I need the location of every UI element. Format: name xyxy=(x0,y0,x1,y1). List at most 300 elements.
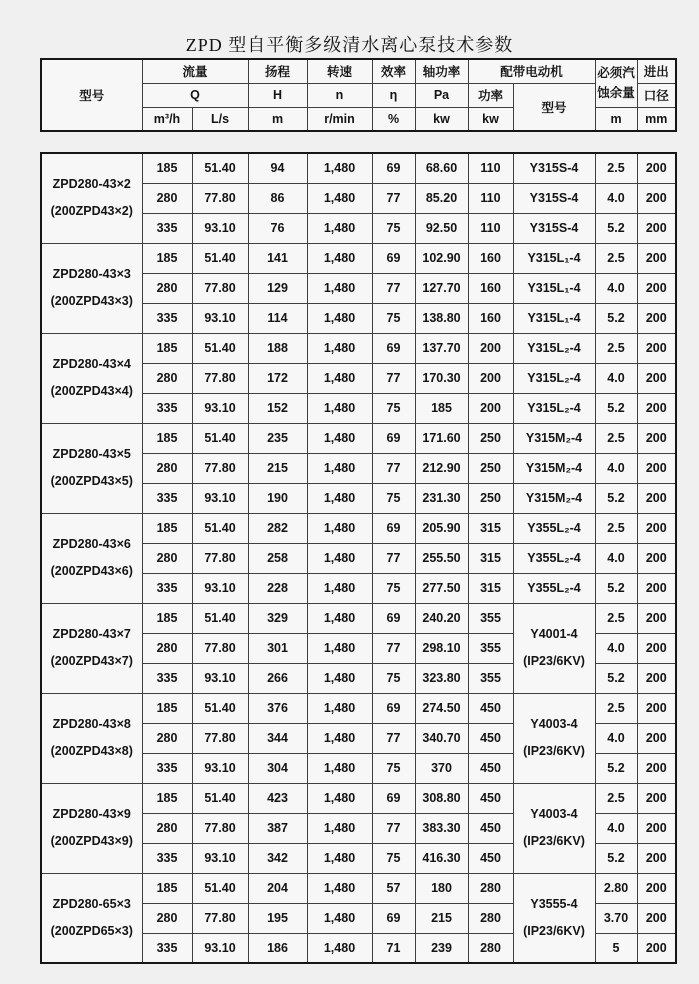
motor-model-cell: Y315L₂-4 xyxy=(513,333,595,363)
dn-cell: 200 xyxy=(637,603,676,633)
efficiency-cell: 69 xyxy=(372,783,415,813)
dn-cell: 200 xyxy=(637,843,676,873)
header-row-1 xyxy=(41,59,676,83)
shaft-power-cell: 212.90 xyxy=(415,453,468,483)
col-header-shaft-power: 轴功率 xyxy=(415,59,468,83)
npsh-cell: 2.80 xyxy=(595,873,637,903)
npsh-cell: 2.5 xyxy=(595,693,637,723)
flow-ls-cell: 93.10 xyxy=(192,213,248,243)
pump-model-cell xyxy=(41,423,142,513)
flow-m3h-cell: 185 xyxy=(142,243,192,273)
efficiency-cell: 77 xyxy=(372,363,415,393)
unit-kw-shaft: kw xyxy=(415,107,468,131)
pump-model-cell xyxy=(41,693,142,783)
efficiency-cell: 75 xyxy=(372,843,415,873)
flow-m3h-cell: 185 xyxy=(142,693,192,723)
spec-table-data xyxy=(40,152,677,964)
shaft-power-cell: 308.80 xyxy=(415,783,468,813)
motor-power-cell: 280 xyxy=(468,903,513,933)
shaft-power-cell: 85.20 xyxy=(415,183,468,213)
col-header-dn-line1: 进出 xyxy=(637,59,676,83)
efficiency-cell: 69 xyxy=(372,333,415,363)
pump-model-name: ZPD280-43×7 xyxy=(52,627,131,641)
flow-m3h-cell: 335 xyxy=(142,663,192,693)
shaft-power-cell: 340.70 xyxy=(415,723,468,753)
flow-ls-cell: 77.80 xyxy=(192,363,248,393)
dn-cell: 200 xyxy=(637,933,676,963)
head-cell: 76 xyxy=(248,213,307,243)
flow-m3h-cell: 280 xyxy=(142,633,192,663)
motor-power-cell: 110 xyxy=(468,183,513,213)
head-cell: 235 xyxy=(248,423,307,453)
efficiency-cell: 75 xyxy=(372,663,415,693)
motor-power-cell: 315 xyxy=(468,543,513,573)
pump-model-name: ZPD280-43×5 xyxy=(52,447,131,461)
flow-m3h-cell: 335 xyxy=(142,303,192,333)
efficiency-cell: 69 xyxy=(372,903,415,933)
motor-power-cell: 450 xyxy=(468,723,513,753)
motor-model-cell: Y315L₂-4 xyxy=(513,393,595,423)
head-cell: 215 xyxy=(248,453,307,483)
efficiency-cell: 75 xyxy=(372,753,415,783)
col-header-motor-power: 功率 xyxy=(468,83,513,107)
efficiency-cell: 77 xyxy=(372,543,415,573)
motor-model-name: Y4001-4 xyxy=(530,627,578,641)
shaft-power-cell: 102.90 xyxy=(415,243,468,273)
pump-model-name: ZPD280-43×2 xyxy=(52,177,131,192)
npsh-cell: 4.0 xyxy=(595,363,637,393)
head-cell: 186 xyxy=(248,933,307,963)
dn-cell: 200 xyxy=(637,213,676,243)
col-header-q: Q xyxy=(142,83,248,107)
speed-cell: 1,480 xyxy=(307,723,372,753)
flow-m3h-cell: 185 xyxy=(142,783,192,813)
col-header-npsh xyxy=(595,59,637,107)
motor-model-cell: Y315M₂-4 xyxy=(513,423,595,453)
motor-power-cell: 280 xyxy=(468,873,513,903)
motor-model-cell: Y355L₂-4 xyxy=(513,513,595,543)
head-cell: 129 xyxy=(248,273,307,303)
flow-m3h-cell: 335 xyxy=(142,213,192,243)
npsh-cell: 5.2 xyxy=(595,573,637,603)
pump-table-body xyxy=(41,153,676,963)
dn-cell: 200 xyxy=(637,243,676,273)
head-cell: 282 xyxy=(248,513,307,543)
speed-cell: 1,480 xyxy=(307,393,372,423)
speed-cell: 1,480 xyxy=(307,303,372,333)
pump-model-cell xyxy=(41,783,142,873)
shaft-power-cell: 92.50 xyxy=(415,213,468,243)
head-cell: 342 xyxy=(248,843,307,873)
col-header-h: H xyxy=(248,83,307,107)
npsh-label-line2: 蚀余量 xyxy=(597,86,635,101)
npsh-cell: 2.5 xyxy=(595,513,637,543)
motor-power-cell: 315 xyxy=(468,573,513,603)
efficiency-cell: 75 xyxy=(372,213,415,243)
flow-ls-cell: 51.40 xyxy=(192,693,248,723)
flow-ls-cell: 93.10 xyxy=(192,573,248,603)
efficiency-cell: 69 xyxy=(372,513,415,543)
shaft-power-cell: 239 xyxy=(415,933,468,963)
speed-cell: 1,480 xyxy=(307,933,372,963)
shaft-power-cell: 255.50 xyxy=(415,543,468,573)
head-cell: 94 xyxy=(248,153,307,183)
flow-m3h-cell: 335 xyxy=(142,393,192,423)
dn-cell: 200 xyxy=(637,453,676,483)
npsh-cell: 5.2 xyxy=(595,303,637,333)
motor-power-cell: 160 xyxy=(468,303,513,333)
motor-power-cell: 355 xyxy=(468,633,513,663)
col-header-eta: η xyxy=(372,83,415,107)
speed-cell: 1,480 xyxy=(307,333,372,363)
motor-protection: (IP23/6KV) xyxy=(523,834,585,848)
motor-model-cell xyxy=(513,693,595,783)
npsh-cell: 5 xyxy=(595,933,637,963)
motor-power-cell: 250 xyxy=(468,423,513,453)
motor-protection: (IP23/6KV) xyxy=(523,654,585,668)
motor-power-cell: 200 xyxy=(468,333,513,363)
motor-power-cell: 355 xyxy=(468,603,513,633)
page-title: ZPD 型自平衡多级清水离心泵技术参数 xyxy=(185,35,514,55)
motor-model-cell: Y315S-4 xyxy=(513,153,595,183)
flow-ls-cell: 77.80 xyxy=(192,633,248,663)
pump-model-alias: (200ZPD43×6) xyxy=(50,564,133,578)
dn-cell: 200 xyxy=(637,813,676,843)
efficiency-cell: 77 xyxy=(372,183,415,213)
speed-cell: 1,480 xyxy=(307,543,372,573)
flow-ls-cell: 93.10 xyxy=(192,933,248,963)
motor-protection: (IP23/6KV) xyxy=(523,744,585,758)
head-cell: 228 xyxy=(248,573,307,603)
dn-cell: 200 xyxy=(637,303,676,333)
shaft-power-cell: 205.90 xyxy=(415,513,468,543)
flow-m3h-cell: 280 xyxy=(142,543,192,573)
flow-m3h-cell: 335 xyxy=(142,753,192,783)
head-cell: 190 xyxy=(248,483,307,513)
table-row xyxy=(41,153,676,183)
flow-ls-cell: 77.80 xyxy=(192,273,248,303)
dn-cell: 200 xyxy=(637,573,676,603)
shaft-power-cell: 298.10 xyxy=(415,633,468,663)
pump-model-cell xyxy=(41,873,142,963)
flow-m3h-cell: 335 xyxy=(142,573,192,603)
dn-cell: 200 xyxy=(637,903,676,933)
pump-model-name: ZPD280-43×8 xyxy=(52,717,131,731)
motor-power-cell: 355 xyxy=(468,663,513,693)
npsh-cell: 2.5 xyxy=(595,423,637,453)
pump-model-alias: (200ZPD43×8) xyxy=(50,744,133,758)
speed-cell: 1,480 xyxy=(307,423,372,453)
shaft-power-cell: 138.80 xyxy=(415,303,468,333)
motor-power-cell: 450 xyxy=(468,813,513,843)
motor-power-cell: 315 xyxy=(468,513,513,543)
motor-power-cell: 200 xyxy=(468,363,513,393)
dn-cell: 200 xyxy=(637,183,676,213)
col-header-n: n xyxy=(307,83,372,107)
speed-cell: 1,480 xyxy=(307,873,372,903)
dn-cell: 200 xyxy=(637,423,676,453)
pump-model-cell xyxy=(41,153,142,243)
speed-cell: 1,480 xyxy=(307,213,372,243)
dn-cell: 200 xyxy=(637,753,676,783)
motor-model-name: Y4003-4 xyxy=(530,717,578,731)
col-header-pa: Pa xyxy=(415,83,468,107)
npsh-cell: 5.2 xyxy=(595,753,637,783)
head-cell: 172 xyxy=(248,363,307,393)
flow-ls-cell: 93.10 xyxy=(192,843,248,873)
motor-power-cell: 160 xyxy=(468,273,513,303)
speed-cell: 1,480 xyxy=(307,633,372,663)
head-cell: 204 xyxy=(248,873,307,903)
col-header-flow: 流量 xyxy=(142,59,248,83)
npsh-cell: 2.5 xyxy=(595,783,637,813)
pump-model-name: ZPD280-43×9 xyxy=(52,807,131,821)
motor-power-cell: 200 xyxy=(468,393,513,423)
shaft-power-cell: 68.60 xyxy=(415,153,468,183)
pump-model-name: ZPD280-65×3 xyxy=(52,896,131,911)
npsh-label-line1: 必须汽 xyxy=(597,66,635,81)
motor-model-cell xyxy=(513,783,595,873)
shaft-power-cell: 170.30 xyxy=(415,363,468,393)
dn-cell: 200 xyxy=(637,663,676,693)
flow-ls-cell: 51.40 xyxy=(192,513,248,543)
motor-model-cell: Y315S-4 xyxy=(513,183,595,213)
motor-power-cell: 450 xyxy=(468,783,513,813)
col-header-speed: 转速 xyxy=(307,59,372,83)
head-cell: 258 xyxy=(248,543,307,573)
flow-m3h-cell: 280 xyxy=(142,273,192,303)
speed-cell: 1,480 xyxy=(307,573,372,603)
efficiency-cell: 77 xyxy=(372,453,415,483)
col-header-dn-line2: 口径 xyxy=(637,83,676,107)
npsh-cell: 3.70 xyxy=(595,903,637,933)
npsh-cell: 4.0 xyxy=(595,633,637,663)
flow-m3h-cell: 280 xyxy=(142,903,192,933)
unit-rmin: r/min xyxy=(307,107,372,131)
dn-cell: 200 xyxy=(637,783,676,813)
unit-mm-dn: mm xyxy=(637,107,676,131)
motor-power-cell: 280 xyxy=(468,933,513,963)
col-header-motor-group: 配带电动机 xyxy=(468,59,595,83)
table-row xyxy=(41,693,676,723)
speed-cell: 1,480 xyxy=(307,483,372,513)
dn-cell: 200 xyxy=(637,153,676,183)
efficiency-cell: 75 xyxy=(372,573,415,603)
motor-model-name: Y3555-4 xyxy=(530,896,578,911)
motor-model-cell xyxy=(513,603,595,693)
motor-model-cell: Y315L₁-4 xyxy=(513,273,595,303)
pump-model-name: ZPD280-43×6 xyxy=(52,537,131,551)
motor-power-cell: 160 xyxy=(468,243,513,273)
pump-model-cell xyxy=(41,603,142,693)
motor-power-cell: 450 xyxy=(468,693,513,723)
table-row xyxy=(41,783,676,813)
head-cell: 195 xyxy=(248,903,307,933)
dn-cell: 200 xyxy=(637,483,676,513)
motor-power-cell: 110 xyxy=(468,153,513,183)
flow-ls-cell: 51.40 xyxy=(192,873,248,903)
motor-power-cell: 250 xyxy=(468,483,513,513)
flow-ls-cell: 93.10 xyxy=(192,393,248,423)
npsh-cell: 4.0 xyxy=(595,453,637,483)
pump-model-cell xyxy=(41,513,142,603)
flow-m3h-cell: 185 xyxy=(142,153,192,183)
unit-m-head: m xyxy=(248,107,307,131)
pump-model-alias: (200ZPD43×4) xyxy=(50,384,133,398)
motor-model-cell: Y315S-4 xyxy=(513,213,595,243)
efficiency-cell: 77 xyxy=(372,633,415,663)
head-cell: 344 xyxy=(248,723,307,753)
npsh-cell: 2.5 xyxy=(595,333,637,363)
shaft-power-cell: 137.70 xyxy=(415,333,468,363)
npsh-cell: 5.2 xyxy=(595,663,637,693)
table-row xyxy=(41,513,676,543)
pump-model-alias: (200ZPD43×9) xyxy=(50,834,133,848)
efficiency-cell: 75 xyxy=(372,393,415,423)
flow-m3h-cell: 185 xyxy=(142,603,192,633)
speed-cell: 1,480 xyxy=(307,903,372,933)
flow-m3h-cell: 335 xyxy=(142,483,192,513)
flow-m3h-cell: 185 xyxy=(142,423,192,453)
shaft-power-cell: 231.30 xyxy=(415,483,468,513)
speed-cell: 1,480 xyxy=(307,273,372,303)
dn-cell: 200 xyxy=(637,633,676,663)
table-row xyxy=(41,603,676,633)
speed-cell: 1,480 xyxy=(307,363,372,393)
motor-model-cell: Y315L₂-4 xyxy=(513,363,595,393)
efficiency-cell: 77 xyxy=(372,813,415,843)
motor-power-cell: 450 xyxy=(468,843,513,873)
head-cell: 266 xyxy=(248,663,307,693)
motor-model-cell xyxy=(513,873,595,963)
pump-model-name: ZPD280-43×4 xyxy=(52,357,131,371)
npsh-cell: 4.0 xyxy=(595,183,637,213)
motor-model-name: Y4003-4 xyxy=(530,807,578,821)
dn-cell: 200 xyxy=(637,333,676,363)
flow-ls-cell: 77.80 xyxy=(192,813,248,843)
motor-power-cell: 450 xyxy=(468,753,513,783)
motor-model-cell: Y355L₂-4 xyxy=(513,543,595,573)
col-header-pump-model: 型号 xyxy=(41,59,142,131)
efficiency-cell: 75 xyxy=(372,483,415,513)
dn-cell: 200 xyxy=(637,873,676,903)
flow-ls-cell: 93.10 xyxy=(192,483,248,513)
efficiency-cell: 77 xyxy=(372,273,415,303)
shaft-power-cell: 274.50 xyxy=(415,693,468,723)
speed-cell: 1,480 xyxy=(307,453,372,483)
speed-cell: 1,480 xyxy=(307,153,372,183)
flow-m3h-cell: 280 xyxy=(142,183,192,213)
col-header-motor-model: 型号 xyxy=(513,83,595,131)
efficiency-cell: 69 xyxy=(372,423,415,453)
motor-model-cell: Y315M₂-4 xyxy=(513,453,595,483)
flow-ls-cell: 93.10 xyxy=(192,663,248,693)
shaft-power-cell: 180 xyxy=(415,873,468,903)
spec-table-header xyxy=(40,58,677,132)
efficiency-cell: 69 xyxy=(372,243,415,273)
npsh-cell: 4.0 xyxy=(595,273,637,303)
pump-model-alias: (200ZPD43×7) xyxy=(50,654,133,668)
dn-cell: 200 xyxy=(637,363,676,393)
head-cell: 114 xyxy=(248,303,307,333)
unit-m3h: m³/h xyxy=(142,107,192,131)
shaft-power-cell: 383.30 xyxy=(415,813,468,843)
flow-ls-cell: 51.40 xyxy=(192,783,248,813)
pump-model-cell xyxy=(41,243,142,333)
motor-power-cell: 250 xyxy=(468,453,513,483)
table-row xyxy=(41,333,676,363)
pump-model-alias: (200ZPD43×3) xyxy=(50,294,133,308)
table-row xyxy=(41,243,676,273)
head-cell: 141 xyxy=(248,243,307,273)
npsh-cell: 5.2 xyxy=(595,483,637,513)
head-cell: 423 xyxy=(248,783,307,813)
npsh-cell: 4.0 xyxy=(595,813,637,843)
speed-cell: 1,480 xyxy=(307,753,372,783)
pump-model-cell xyxy=(41,333,142,423)
speed-cell: 1,480 xyxy=(307,843,372,873)
shaft-power-cell: 323.80 xyxy=(415,663,468,693)
flow-ls-cell: 51.40 xyxy=(192,243,248,273)
motor-power-cell: 110 xyxy=(468,213,513,243)
shaft-power-cell: 370 xyxy=(415,753,468,783)
efficiency-cell: 77 xyxy=(372,723,415,753)
flow-m3h-cell: 185 xyxy=(142,513,192,543)
dn-cell: 200 xyxy=(637,543,676,573)
motor-protection: (IP23/6KV) xyxy=(523,923,585,938)
speed-cell: 1,480 xyxy=(307,783,372,813)
shaft-power-cell: 416.30 xyxy=(415,843,468,873)
flow-m3h-cell: 280 xyxy=(142,363,192,393)
head-cell: 304 xyxy=(248,753,307,783)
flow-ls-cell: 51.40 xyxy=(192,603,248,633)
dn-cell: 200 xyxy=(637,393,676,423)
flow-m3h-cell: 280 xyxy=(142,813,192,843)
npsh-cell: 5.2 xyxy=(595,213,637,243)
npsh-cell: 5.2 xyxy=(595,843,637,873)
efficiency-cell: 75 xyxy=(372,303,415,333)
head-cell: 387 xyxy=(248,813,307,843)
shaft-power-cell: 171.60 xyxy=(415,423,468,453)
flow-ls-cell: 77.80 xyxy=(192,543,248,573)
shaft-power-cell: 240.20 xyxy=(415,603,468,633)
table-row xyxy=(41,873,676,903)
pump-model-name: ZPD280-43×3 xyxy=(52,267,131,281)
speed-cell: 1,480 xyxy=(307,513,372,543)
npsh-cell: 4.0 xyxy=(595,543,637,573)
motor-model-cell: Y315M₂-4 xyxy=(513,483,595,513)
npsh-cell: 4.0 xyxy=(595,723,637,753)
unit-ls: L/s xyxy=(192,107,248,131)
pump-model-alias: (200ZPD43×2) xyxy=(50,204,133,219)
shaft-power-cell: 185 xyxy=(415,393,468,423)
efficiency-cell: 69 xyxy=(372,693,415,723)
flow-m3h-cell: 280 xyxy=(142,723,192,753)
flow-ls-cell: 93.10 xyxy=(192,753,248,783)
efficiency-cell: 71 xyxy=(372,933,415,963)
shaft-power-cell: 215 xyxy=(415,903,468,933)
flow-ls-cell: 51.40 xyxy=(192,333,248,363)
speed-cell: 1,480 xyxy=(307,603,372,633)
unit-kw-motor: kw xyxy=(468,107,513,131)
speed-cell: 1,480 xyxy=(307,693,372,723)
head-cell: 86 xyxy=(248,183,307,213)
flow-ls-cell: 77.80 xyxy=(192,903,248,933)
motor-model-cell: Y355L₂-4 xyxy=(513,573,595,603)
col-header-efficiency: 效率 xyxy=(372,59,415,83)
flow-ls-cell: 51.40 xyxy=(192,153,248,183)
shaft-power-cell: 277.50 xyxy=(415,573,468,603)
